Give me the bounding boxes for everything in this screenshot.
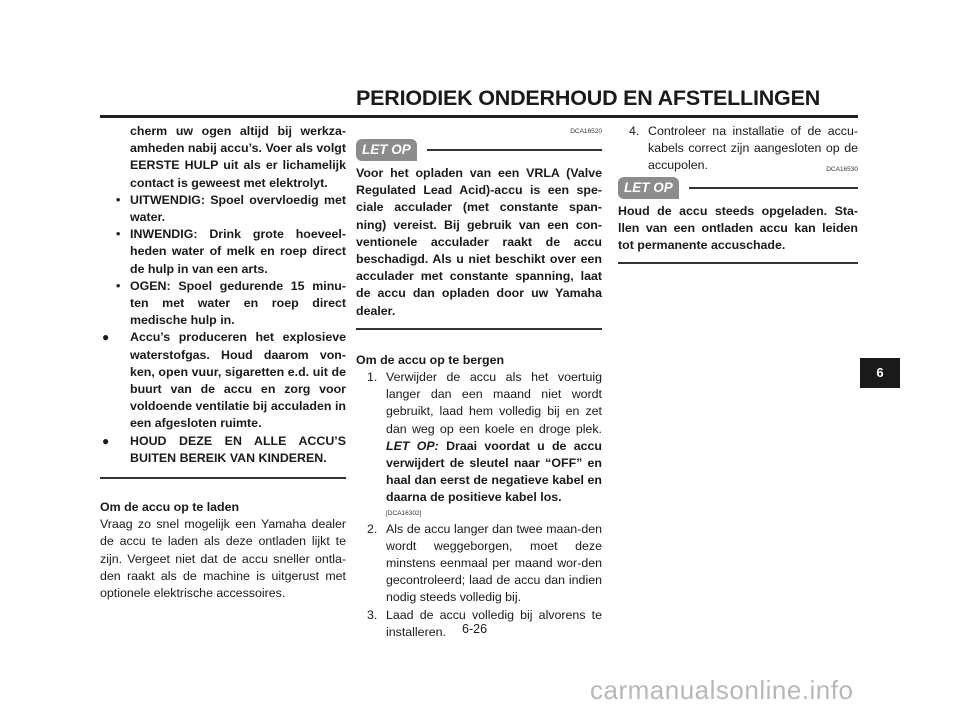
step-code: [DCA16302] bbox=[386, 509, 422, 517]
step-number: 1. bbox=[367, 370, 378, 385]
notice-text: Voor het opladen van een VRLA (Valve Regulated Lead Acid)-accu is een spe-ciale acculader (met constante span-ning) vereist. Bij gebruik van een con-ventionele acculader raakt de accu beschadigd. Als u niet beschikt over een acculader met constante spanning, laat de accu dan opladen door uw Yamaha dealer. bbox=[356, 166, 602, 318]
letop-rule bbox=[427, 149, 602, 151]
filled-circle-icon: ● bbox=[102, 433, 110, 448]
notice-text: Houd de accu steeds opgeladen. Sta-llen van een ontladen accu kan leiden tot permanente accuschade. bbox=[618, 203, 858, 253]
list-item bbox=[618, 123, 858, 175]
section-text-charge: Vraag zo snel mogelijk een Yamaha dealer de accu te laden als deze ontladen lijkt te zijn. Vergeet niet dat de accu sneller ontla-den raakt als de machine is uitgerust met optionele elektrische accessoires. bbox=[100, 517, 346, 601]
letop-badge: LET OP bbox=[618, 177, 679, 199]
step-text: Laad de accu volledig bij alvorens te installeren. bbox=[386, 607, 602, 639]
sub-bullet-text: UITWENDIG: Spoel overvloedig met water. bbox=[130, 192, 346, 225]
chapter-tab: 6 bbox=[860, 358, 900, 388]
step-text: Controleer na installatie of de accu-kabels correct zijn aangesloten op de accupolen. bbox=[648, 124, 858, 173]
column-3 bbox=[618, 123, 858, 264]
bullet-item bbox=[100, 329, 346, 432]
letop-heading bbox=[356, 137, 602, 163]
notice-code: DCA16520 bbox=[570, 128, 602, 135]
step-number: 2. bbox=[367, 521, 378, 536]
column-1 bbox=[100, 123, 346, 602]
notice-end-rule bbox=[356, 328, 602, 330]
page-title: PERIODIEK ONDERHOUD EN AFSTELLINGEN bbox=[356, 86, 821, 110]
sub-bullet-text: INWENDIG: Drink grote hoeveel-heden water of melk en roep direct de hulp in van een arts. bbox=[130, 227, 346, 276]
sub-bullet-text: OGEN: Spoel gedurende 15 minu-ten met water en roep direct medische hulp in. bbox=[130, 278, 346, 328]
step-text: Als de accu langer dan twee maan-den wordt weggeborgen, moet deze minstens eenmaal per maand wor-den gecontroleerd; laad de accu dan indien nodig steeds volledig bij. bbox=[386, 521, 602, 605]
list-item bbox=[356, 369, 602, 521]
watermark: carmanualsonline.info bbox=[590, 675, 854, 705]
sub-bullet-item bbox=[100, 192, 346, 226]
list-item bbox=[356, 521, 602, 607]
step-number: 4. bbox=[629, 124, 640, 138]
page-number: 6-26 bbox=[462, 622, 488, 636]
bullet-icon: • bbox=[116, 227, 121, 242]
step-text: Verwijder de accu als het voertuig langer dan een maand niet wordt gebruikt, laad hem volledig bij en zet dan weg op een koele en droge plek. bbox=[386, 370, 602, 436]
warning-end-rule bbox=[100, 477, 346, 479]
bullet-text: HOUD DEZE EN ALLE ACCU’S BUITEN BEREIK VAN KINDEREN. bbox=[130, 433, 346, 465]
sub-bullet-item bbox=[100, 226, 346, 278]
letop-inline-label: LET OP: bbox=[386, 438, 439, 453]
bullet-item bbox=[100, 433, 346, 467]
warning-continuation: cherm uw ogen altijd bij werkza-amheden nabij accu’s. Voer als volgt EERSTE HULP uit als er lichamelijk contact is geweest met elektrolyt. bbox=[130, 124, 346, 190]
bullet-icon: • bbox=[116, 192, 121, 207]
column-2 bbox=[356, 123, 602, 641]
notice-code: DCA16530 bbox=[826, 165, 858, 173]
filled-circle-icon: ● bbox=[102, 330, 110, 345]
letop-inline-text: Draai voordat u de accu verwijdert de sleutel naar “OFF” en haal dan eerst de negatieve kabel en daarna de positieve kabel los. bbox=[386, 438, 602, 505]
section-heading-charge: Om de accu op te laden bbox=[100, 500, 240, 515]
letop-badge: LET OP bbox=[356, 139, 417, 161]
section-heading-storage: Om de accu op te bergen bbox=[356, 352, 505, 367]
header-rule bbox=[100, 115, 858, 118]
notice-end-rule bbox=[618, 262, 858, 264]
letop-rule bbox=[689, 187, 858, 189]
sub-bullet-item bbox=[100, 278, 346, 330]
step-number: 3. bbox=[367, 607, 378, 622]
bullet-text: Accu’s produceren het explosieve waterstofgas. Houd daarom von-ken, open vuur, sigaretten e.d. uit de buurt van de accu en zorg voor voldoende ventilatie bij acculaden in een afgesloten ruimte. bbox=[130, 330, 346, 431]
bullet-icon: • bbox=[116, 278, 121, 293]
letop-heading bbox=[618, 175, 858, 201]
